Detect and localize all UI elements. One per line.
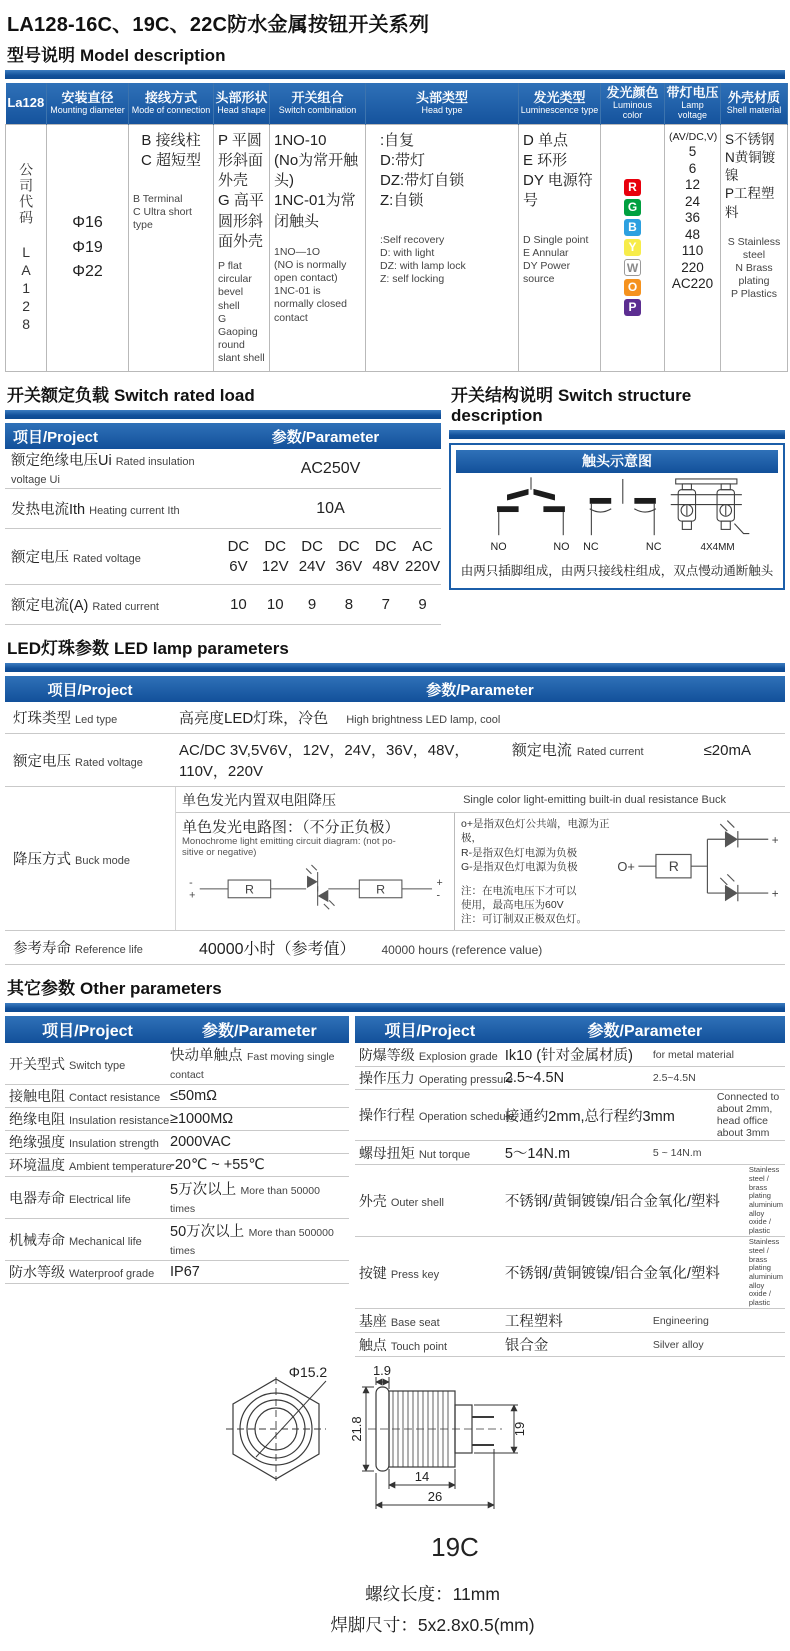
col-header-la128: La128 — [6, 83, 47, 124]
row-ambient-temperature: 环境温度 Ambient temperature -20℃ ~ +55℃ — [5, 1154, 349, 1177]
divider-bar — [5, 70, 785, 79]
row-contact-resistance: 接触电阻 Contact resistance ≤50mΩ — [5, 1085, 349, 1108]
section-title-model-en: Model description — [80, 46, 226, 65]
resistor-label: R — [376, 882, 386, 897]
led-row-reference-life: 参考寿命 Reference life 40000小时（参考值） 40000 hours (reference value) — [5, 931, 785, 965]
col-header-shell-material: 外壳材质 Shell material — [721, 83, 788, 124]
cell-mode-of-connection: B 接线柱 C 超短型 B Terminal C Ultra short type — [129, 124, 214, 372]
row-press-key: 按键 Press key 不锈钢/黄铜镀镍/铝合金氧化/塑料 Stainless steel / brass plating aluminium alloy oxide / plastic — [355, 1237, 785, 1309]
structure-caption: 由两只插脚组成，由两只接线柱组成，双点慢动通断触头 — [460, 564, 774, 579]
note-solder-pin-size: 焊脚尺寸：5x2.8x0.5(mm) — [330, 1615, 535, 1636]
led-section — [5, 631, 785, 965]
row-touch-point: 触点 Touch point 银合金 Silver alloy — [355, 1333, 785, 1357]
model-table-header-row — [6, 83, 788, 124]
section-title-other: 其它参数 Other parameters — [7, 979, 222, 999]
col-header-switch-combination: 开关组合 Switch combination — [270, 83, 366, 124]
led-row-type: 灯珠类型 Led type 高亮度LED灯珠，冷色 High brightness LED lamp, cool — [5, 702, 785, 734]
dim-body-height: 21.8 — [349, 1416, 364, 1443]
contact-label-no2: NO — [553, 541, 570, 554]
section-title-rated-load: 开关额定负载 Switch rated load — [7, 386, 255, 406]
divider-bar — [449, 430, 785, 439]
front-view — [226, 1377, 326, 1481]
rated-load-row-insulation-voltage: 额定绝缘电压Ui Rated insulation voltage Ui AC250V — [5, 449, 441, 489]
plus-terminal: + — [189, 889, 196, 902]
col-header-head-type: 头部类型 Head type — [366, 83, 519, 124]
cell-head-type: :自复 D:带灯 DZ:带灯自锁 Z:自锁 :Self recovery D: with light DZ: with lamp lock Z: self locking — [366, 124, 519, 372]
color-chip-blue: B — [624, 219, 641, 236]
other-params-right-table: 项目/Project 参数/Parameter 防爆等级 Explosion grade Ik10 (针对金属材质) for metal material 操作压力 Operating pressure 2.5~4.5N 2.5~4.5N 操作行程 Operation schedule 接通约2mm,总行程约3mm Connected to about 2mm, head office about 3mm 螺母扭矩 Nut torque 5～14N.m 5 ~ 14N.m 外壳 Outer shell 不锈钢/黄铜镀镍/铝合金氧化/塑料 Stainless steel / brass plating aluminium alloy oxide / plastic 按键 Press key 不锈钢/黄铜镀镍/铝合金氧化/塑料 Stainless steel / brass plating aluminium alloy oxide / plastic 基座 Base seat 工程塑料 Engineering 触点 Touch point 银合金 Silver alloy — [355, 1016, 785, 1357]
bicolor-circuit-diagram — [615, 817, 790, 913]
col-header-head-shape: 头部形状 Head shape — [214, 83, 270, 124]
row-insulation-strength: 绝缘强度 Insulation strength 2000VAC — [5, 1131, 349, 1154]
col-header-luminescence-type: 发光类型 Luminescence type — [519, 83, 601, 124]
technical-drawing — [180, 1365, 610, 1523]
row-electrical-life: 电器寿命 Electrical life 5万次以上 More than 50000 times — [5, 1177, 349, 1219]
mono-circuit-diagram — [182, 859, 448, 917]
row-insulation-resistance: 绝缘电阻 Insulation resistance ≥1000MΩ — [5, 1108, 349, 1131]
dim-pin-height: 19 — [512, 1422, 527, 1437]
contact-label-no1: NO — [490, 541, 507, 554]
plus-terminal: + — [771, 834, 779, 848]
led-row-voltage: 额定电压 Rated voltage AC/DC 3V,5V6V，12V，24V，36V，48V，110V，220V 额定电流 Rated current ≤20mA — [5, 734, 785, 787]
cell-luminous-color — [601, 124, 665, 372]
row-operation-schedule: 操作行程 Operation schedule 接通约2mm,总行程约3mm Connected to about 2mm, head office about 3mm — [355, 1090, 785, 1141]
rated-load-table-header: 项目/Project 参数/Parameter — [5, 423, 441, 449]
contact-label-nc1: NC — [583, 541, 599, 554]
dimension-drawing — [5, 1365, 785, 1528]
minus-terminal: - — [189, 877, 193, 890]
rated-load-row-heating-current: 发热电流Ith Heating current Ith 10A — [5, 489, 441, 529]
dim-flange: 1.9 — [372, 1365, 392, 1379]
col-header-luminous-color: 发光颜色 Luminous color — [601, 83, 665, 124]
structure-section — [449, 378, 785, 625]
cell-company-code: 公司代码 LA128 — [6, 124, 47, 372]
row-outer-shell: 外壳 Outer shell 不锈钢/黄铜镀镍/铝合金氧化/塑料 Stainless steel / brass plating aluminium alloy oxide / plastic — [355, 1165, 785, 1237]
side-view — [368, 1387, 502, 1471]
row-operating-pressure: 操作压力 Operating pressure 2.5~4.5N 2.5~4.5N — [355, 1067, 785, 1090]
resistor-label: R — [668, 858, 679, 875]
row-mechanical-life: 机械寿命 Mechanical life 50万次以上 More than 500000 times — [5, 1219, 349, 1261]
bicolor-circuit-panel: o+是指双色灯公共端，电源为正极， R-是指双色灯电源为负极 G-是指双色灯电源为负极 注：在电流电压下才可以 使用，最高电压为60V 注：可订制双正极双色灯。 O+ R + + — [454, 813, 790, 930]
other-params-left-table: 项目/Project 参数/Parameter 开关型式 Switch type 快动单触点 Fast moving single contact 接触电阻 Contact resistance ≤50mΩ 绝缘电阻 Insulation resistance ≥1000MΩ 绝缘强度 Insulation strength 2000VAC 环境温度 Ambient temperature -20℃ ~ +55℃ 电器寿命 Electrical life 5万次以上 More than 50000 times 机械寿命 Mechanical life 50万次以上 More than 500000 times 防水等级 Waterproof grade IP67 — [5, 1016, 349, 1357]
color-chip-red: R — [624, 179, 641, 196]
drawing-model-label: 19C — [431, 1532, 479, 1563]
plus-terminal: + — [771, 887, 779, 901]
section-title-model-cn: 型号说明 — [7, 46, 75, 65]
row-switch-type: 开关型式 Switch type 快动单触点 Fast moving single contact — [5, 1043, 349, 1085]
led-row-buck-mode: 降压方式 Buck mode 单色发光内置双电阻降压 Single color light-emitting built-in dual resistance Buck 单色发光电路图：（不分正负极） Monochrome light emitting circuit diagram: (not po- sitive or negative) - + R R + - o+是指双色灯公共端，电源为正极， R-是指双色灯电源为负极 G-是指双色灯电源为负极 注：在电流电压下才可以 使用，最高电压为60V 注：可订制双正极双色灯。 O+ R + + — [5, 787, 785, 931]
col-header-mode-of-connection: 接线方式 Mode of connection — [129, 83, 214, 124]
page-title: LA128-16C、19C、22C防水金属按钮开关系列 — [7, 14, 430, 36]
mono-circuit-panel: 单色发光电路图：（不分正负极） Monochrome light emitting circuit diagram: (not po- sitive or negative) - + R R + - — [176, 813, 454, 930]
row-explosion-grade: 防爆等级 Explosion grade Ik10 (针对金属材质) for metal material — [355, 1043, 785, 1067]
color-chip-orange: O — [624, 279, 641, 296]
led-table-header: 项目/Project 参数/Parameter — [5, 676, 785, 702]
cell-head-shape: P 平圆形斜面外壳 G 高平圆形斜面外壳 P flat circular bevel shell G Gaoping round slant shell — [214, 124, 270, 372]
screw-size-label: 4X4MM — [700, 542, 735, 554]
rated-load-row-voltage: 额定电压 Rated voltage DC 6V DC 12V DC 24V DC 36V DC 48V AC 220V — [5, 529, 441, 585]
plus-terminal: + — [436, 877, 443, 890]
dim-width-14: 14 — [414, 1469, 430, 1485]
contact-label-nc2: NC — [645, 541, 662, 554]
row-base-seat: 基座 Base seat 工程塑料 Engineering — [355, 1309, 785, 1333]
col-header-lamp-voltage: 带灯电压 Lamp voltage — [665, 83, 721, 124]
cell-switch-combination: 1NO-10 (No为常开触头) 1NC-01为常闭触头 1NO—1O (NO is normally open contact) 1NC-01 is normally closed contact — [270, 124, 366, 372]
row-waterproof-grade: 防水等级 Waterproof grade IP67 — [5, 1261, 349, 1284]
divider-bar — [5, 410, 441, 419]
cell-shell-material: S不锈钢 N黄铜镀镍 P工程塑料 S Stainless steel N Brass plating P Plastics — [721, 124, 788, 372]
divider-bar — [5, 1003, 785, 1012]
color-chip-white: W — [624, 259, 641, 276]
drawing-notes — [5, 1579, 785, 1640]
color-chip-purple: P — [624, 299, 641, 316]
color-chip-green: G — [624, 199, 641, 216]
section-title-led: LED灯珠参数 LED lamp parameters — [7, 639, 289, 659]
cell-lamp-voltage: (AV/DC,V) 5 6 12 24 36 48 110 220 AC220 — [665, 124, 721, 372]
resistor-label: R — [244, 882, 254, 897]
section-title-structure: 开关结构说明 Switch structure description — [451, 386, 692, 426]
minus-terminal: - — [436, 889, 441, 902]
contact-diagram-box — [449, 443, 785, 590]
dim-width-26: 26 — [427, 1489, 443, 1505]
other-params-section — [5, 971, 785, 1357]
color-chip-yellow: Y — [624, 239, 641, 256]
rated-load-row-current: 额定电流(A) Rated current 10 10 9 8 7 9 — [5, 585, 441, 625]
col-header-mounting-diameter: 安装直径 Mounting diameter — [47, 83, 129, 124]
contact-diagram — [456, 474, 778, 560]
row-nut-torque: 螺母扭矩 Nut torque 5～14N.m 5 ~ 14N.m — [355, 1141, 785, 1165]
cell-luminescence-type: D 单点 E 环形 DY 电源符号 D Single point E Annular DY Power source — [519, 124, 601, 372]
common-terminal: O+ — [616, 859, 635, 875]
note-thread-length: 螺纹长度：11mm — [365, 1584, 500, 1605]
divider-bar — [5, 663, 785, 672]
cell-mounting-diameter: Φ16 Φ19 Φ22 — [47, 124, 129, 372]
rated-load-section — [5, 378, 441, 625]
dim-diameter: Φ15.2 — [288, 1365, 328, 1381]
contact-diagram-title: 触头示意图 — [456, 450, 778, 473]
model-description-table — [5, 83, 788, 372]
model-table-body-row — [6, 124, 788, 372]
section-title-model — [5, 38, 785, 68]
